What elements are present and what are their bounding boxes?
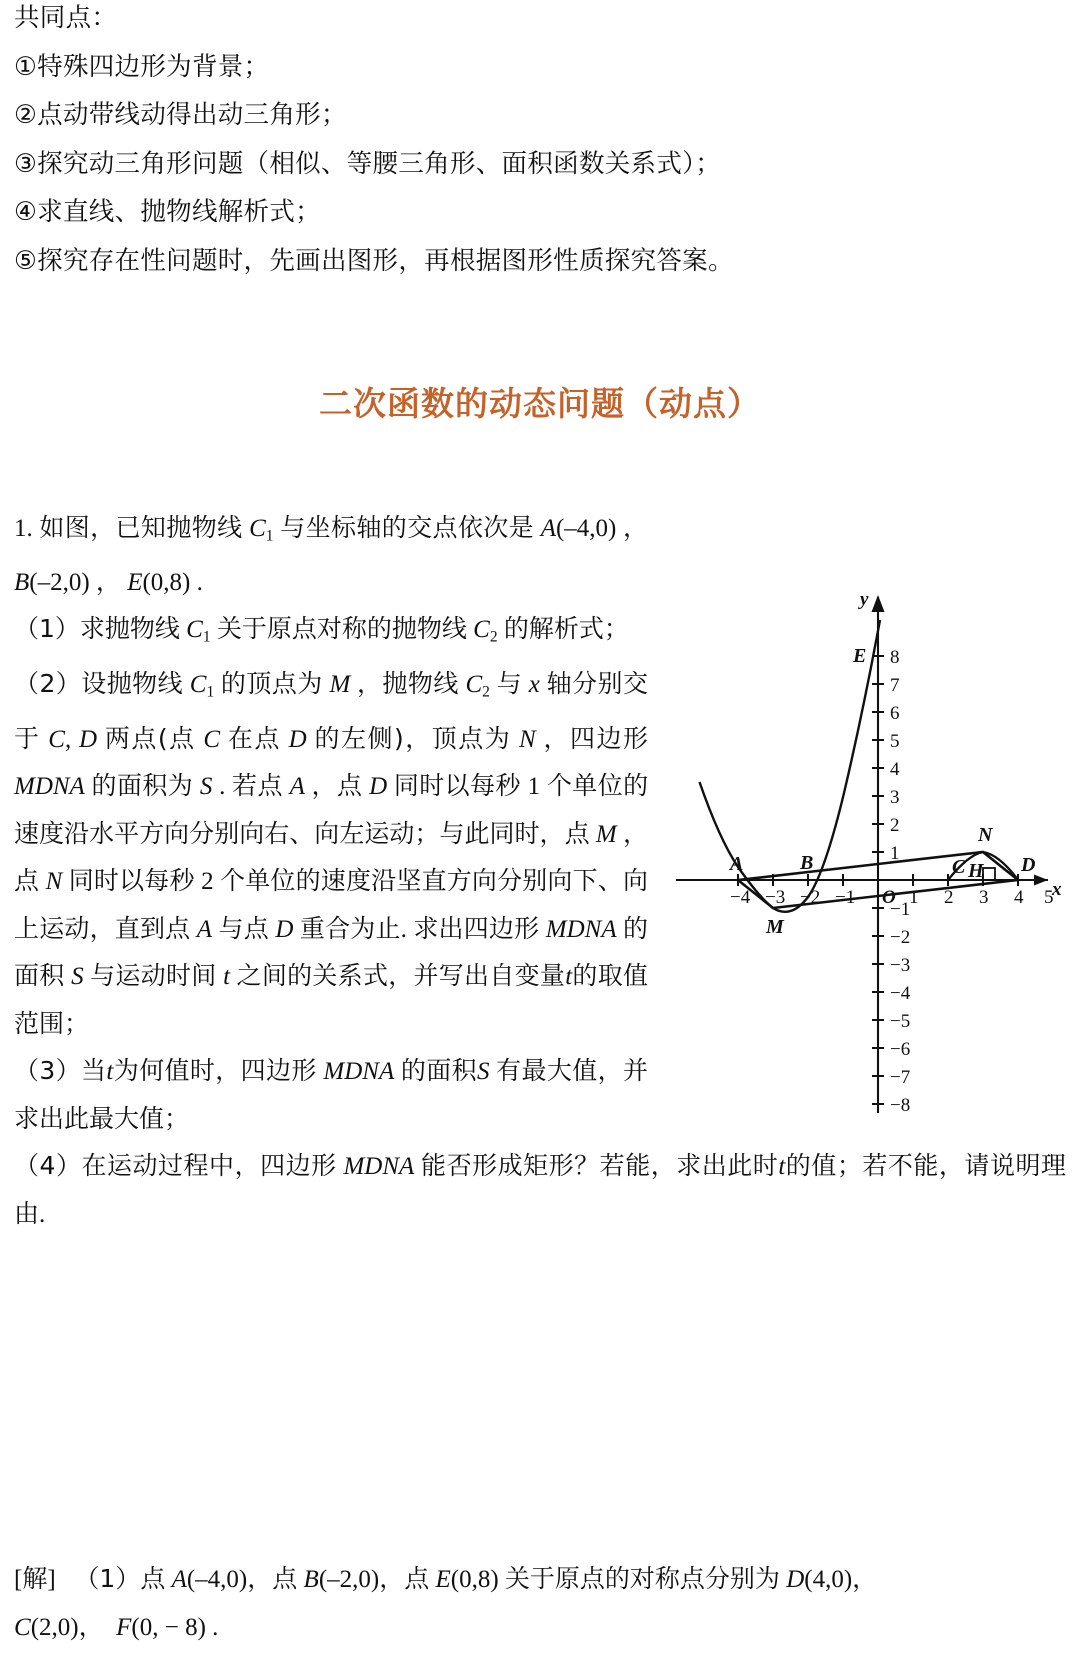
problem-part-1: （1）求抛物线 $C_1$ 关于原点对称的抛物线 $C_2$ 的解析式； (14, 614, 629, 646)
problem-part-2: （2）设抛物线 $C_1$ 的顶点为 M ，抛物线 $C_2$ 与 x 轴分别交于 C, D 两点(点 C 在点 D 的左侧)，顶点为 N ，四边形 MDNA 的面积为 S . 若点 A ，点 D 同时以每秒 1 个单位的速度沿水平方向分别向右、向左运动；与此同时，点 M ，点 N 同时以每秒 2 个单位的速度沿坚直方向分别向下、向上运动，直到点 A 与点 D 重合为止. 求出四边形 MDNA 的面积 S 与运动时间 t 之间的关系式，并写出自变量t的取值范围； (14, 669, 649, 1038)
svg-text:1: 1 (909, 887, 919, 908)
label-A: A (730, 853, 744, 875)
svg-text:3: 3 (979, 887, 989, 908)
problem-body (14, 505, 1066, 1238)
svg-text:−2: −2 (800, 887, 821, 908)
intro-item-1: ①特殊四边形为背景； (14, 51, 270, 82)
svg-text:−4: −4 (730, 887, 751, 908)
svg-text:8: 8 (890, 647, 900, 668)
page-title: 二次函数的动态问题（动点） (319, 384, 761, 423)
parabola-graph-svg (666, 565, 1066, 1125)
svg-text:−1: −1 (890, 899, 911, 920)
solution-text: [解] （1）点 A(–4,0)，点 B(–2,0)，点 E(0,8) 关于原点的对称点分别为 D(4,0)， C(2,0)， F(0, − 8) . (14, 1564, 878, 1641)
label-D: D (1021, 854, 1036, 876)
coordinate-figure (666, 565, 1066, 1125)
svg-text:4: 4 (1014, 887, 1024, 908)
y-axis-label: y (860, 589, 869, 610)
intro-heading: 共同点： (14, 3, 118, 33)
svg-text:−8: −8 (890, 1095, 911, 1116)
svg-text:1: 1 (890, 843, 900, 864)
svg-text:−5: −5 (890, 1011, 911, 1032)
svg-text:2: 2 (890, 815, 900, 836)
svg-text:−2: −2 (890, 927, 911, 948)
x-axis-label: x (1052, 879, 1062, 900)
problem-stem: 1. 如图，已知抛物线 $C_1$ 与坐标轴的交点依次是 A(–4,0) ， B(–2,0) ， E(0,8) . (14, 513, 649, 596)
svg-text:5: 5 (890, 731, 900, 752)
svg-text:O: O (882, 887, 896, 908)
intro-item-3: ③探究动三角形问题（相似、等腰三角形、面积函数关系式）； (14, 148, 722, 179)
svg-text:2: 2 (944, 887, 954, 908)
label-C: C (952, 856, 966, 878)
svg-text:−6: −6 (890, 1039, 911, 1060)
svg-text:−3: −3 (890, 955, 911, 976)
svg-text:7: 7 (890, 675, 900, 696)
svg-text:4: 4 (890, 759, 900, 780)
right-angle-mark-h (983, 868, 995, 880)
label-M: M (766, 916, 784, 938)
svg-text:5: 5 (1044, 887, 1054, 908)
problem-part-4: （4）在运动过程中，四边形 MDNA 能否形成矩形？若能，求出此时t的值；若不能，请说明理由. (14, 1151, 1066, 1228)
svg-text:−1: −1 (835, 887, 856, 908)
y-axis-tick-labels (890, 647, 911, 1116)
intro-item-4: ④求直线、抛物线解析式； (14, 197, 321, 227)
intro-item-5: ⑤探究存在性问题时，先画出图形，再根据图形性质探究答案。 (14, 245, 734, 276)
solution-block (14, 1556, 1066, 1651)
label-E: E (853, 645, 867, 667)
intro-block (14, 0, 1064, 297)
label-B: B (800, 852, 814, 874)
intro-item-2: ②点动带线动得出动三角形； (14, 100, 347, 130)
label-N: N (978, 824, 993, 846)
svg-text:−3: −3 (765, 887, 786, 908)
svg-text:−7: −7 (890, 1067, 911, 1088)
svg-text:3: 3 (890, 787, 900, 808)
problem-part-3: （3）当t为何值时，四边形 MDNA 的面积S 有最大值，并求出此最大值； (14, 1056, 649, 1133)
label-H: H (968, 860, 984, 882)
svg-text:−4: −4 (890, 983, 911, 1004)
svg-text:6: 6 (890, 703, 900, 724)
